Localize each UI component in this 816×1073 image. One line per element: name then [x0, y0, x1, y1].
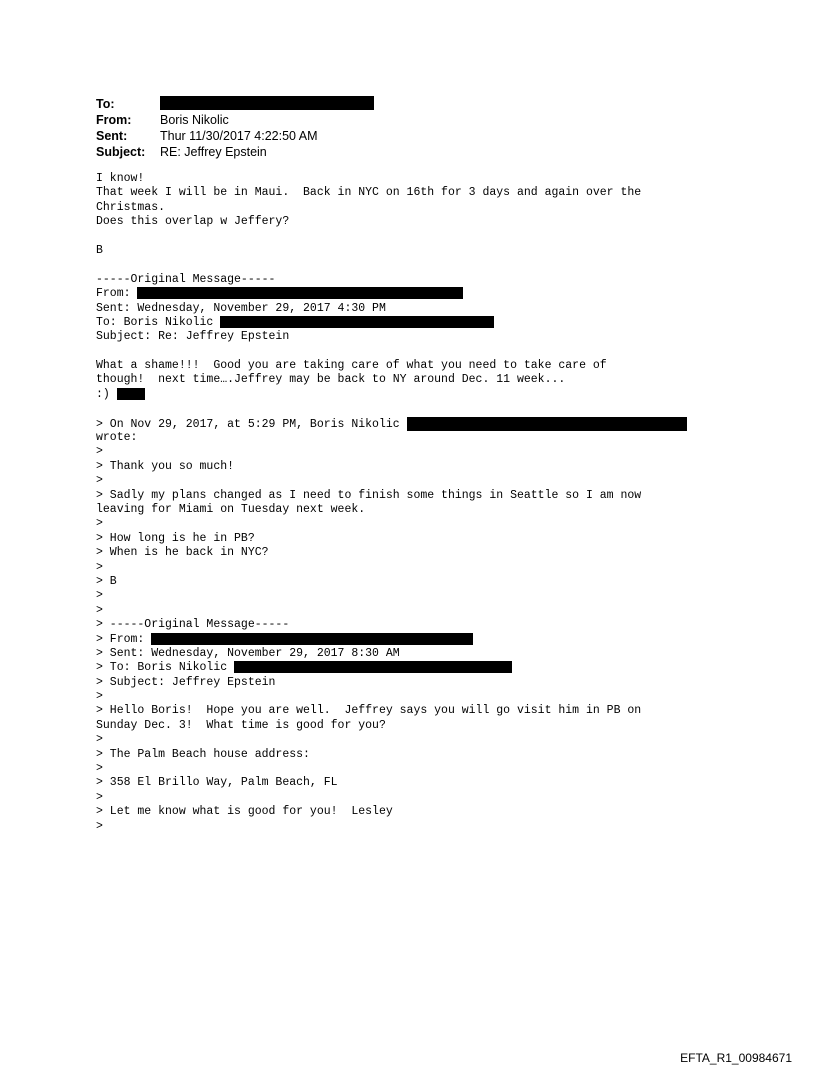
- body-line: I know!: [96, 172, 145, 185]
- body-line: What a shame!!! Good you are taking care of what you need to take care of: [96, 359, 607, 373]
- redaction-block: [407, 417, 687, 431]
- blank-line: [96, 402, 796, 416]
- quote-line: >: [96, 762, 103, 776]
- quote-line: wrote:: [96, 431, 138, 445]
- quoted-to-label: To: Boris Nikolic: [96, 315, 221, 329]
- quote-line: > How long is he in PB?: [96, 531, 255, 545]
- quote-attribution: > On Nov 29, 2017, at 5:29 PM, Boris Nikolic: [96, 417, 407, 431]
- quote-line: >: [96, 603, 103, 617]
- from-row: [96, 112, 374, 128]
- email-body: [96, 172, 796, 834]
- quote-line: >: [96, 445, 103, 459]
- body-line: That week I will be in Maui. Back in NYC on 16th for 3 days and again over the: [96, 186, 642, 200]
- original-message-divider: -----Original Message-----: [96, 272, 276, 286]
- quote-line: [96, 633, 796, 647]
- quote-line: > Thank you so much!: [96, 459, 235, 473]
- redaction-block: [220, 316, 494, 328]
- redaction-block: [151, 633, 473, 645]
- quote-line: [96, 661, 796, 675]
- quoted-sent-line: Sent: Wednesday, November 29, 2017 4:30 PM: [96, 301, 386, 315]
- body-line: Does this overlap w Jeffery?: [96, 215, 290, 229]
- sent-row: [96, 128, 374, 144]
- quote-line: > Sadly my plans changed as I need to finish some things in Seattle so I am now: [96, 488, 642, 502]
- blank-line: [96, 345, 796, 359]
- body-line: Christmas.: [96, 200, 166, 214]
- quote-line: >: [96, 589, 103, 603]
- redaction-block: [160, 96, 374, 110]
- redaction-block: [117, 388, 145, 400]
- quote-line: > The Palm Beach house address:: [96, 747, 310, 761]
- redaction-block: [137, 287, 463, 299]
- quoted-from-line: [96, 287, 796, 301]
- quote-line: [96, 417, 796, 431]
- email-header: [96, 96, 374, 160]
- sent-value: Thur 11/30/2017 4:22:50 AM: [160, 129, 318, 143]
- quote-line: >: [96, 819, 103, 833]
- quote-line: > -----Original Message-----: [96, 618, 290, 632]
- quote-line: >: [96, 790, 103, 804]
- subject-value: RE: Jeffrey Epstein: [160, 145, 267, 159]
- from-value: Boris Nikolic: [160, 113, 229, 127]
- quote-line: >: [96, 560, 103, 574]
- blank-line: [96, 258, 796, 272]
- blank-line: [96, 230, 796, 244]
- to-label: To:: [96, 97, 115, 111]
- document-id: EFTA_R1_00984671: [680, 1051, 792, 1065]
- quote-line: leaving for Miami on Tuesday next week.: [96, 502, 366, 516]
- quoted-to-line: [96, 316, 796, 330]
- quote-line: > B: [96, 574, 117, 588]
- quoted-from-label: > From:: [96, 632, 152, 646]
- body-line: [96, 388, 796, 402]
- quoted-to-label: > To: Boris Nikolic: [96, 661, 235, 675]
- quoted-from-label: From:: [96, 287, 138, 301]
- quote-line: > When is he back in NYC?: [96, 546, 269, 560]
- to-row: [96, 96, 374, 112]
- sent-label: Sent:: [96, 129, 128, 143]
- quote-line: > Let me know what is good for you! Lesley: [96, 805, 393, 819]
- body-line: though! next time….Jeffrey may be back to NY around Dec. 11 week...: [96, 373, 566, 387]
- quote-line: > Hello Boris! Hope you are well. Jeffrey says you will go visit him in PB on: [96, 704, 642, 718]
- quote-line: >: [96, 474, 103, 488]
- subject-row: [96, 144, 374, 160]
- quote-line: >: [96, 517, 103, 531]
- from-label: From:: [96, 113, 132, 127]
- quote-line: Sunday Dec. 3! What time is good for you?: [96, 718, 386, 732]
- quote-line: >: [96, 733, 103, 747]
- quote-line: > Subject: Jeffrey Epstein: [96, 675, 276, 689]
- subject-label: Subject:: [96, 145, 146, 159]
- quote-line: >: [96, 690, 103, 704]
- smiley-text: :): [96, 387, 117, 401]
- quote-line: > Sent: Wednesday, November 29, 2017 8:30 AM: [96, 646, 400, 660]
- signature-line: B: [96, 243, 103, 257]
- quote-line: > 358 El Brillo Way, Palm Beach, FL: [96, 776, 338, 790]
- redaction-block: [234, 661, 512, 673]
- quoted-subject-line: Subject: Re: Jeffrey Epstein: [96, 330, 290, 344]
